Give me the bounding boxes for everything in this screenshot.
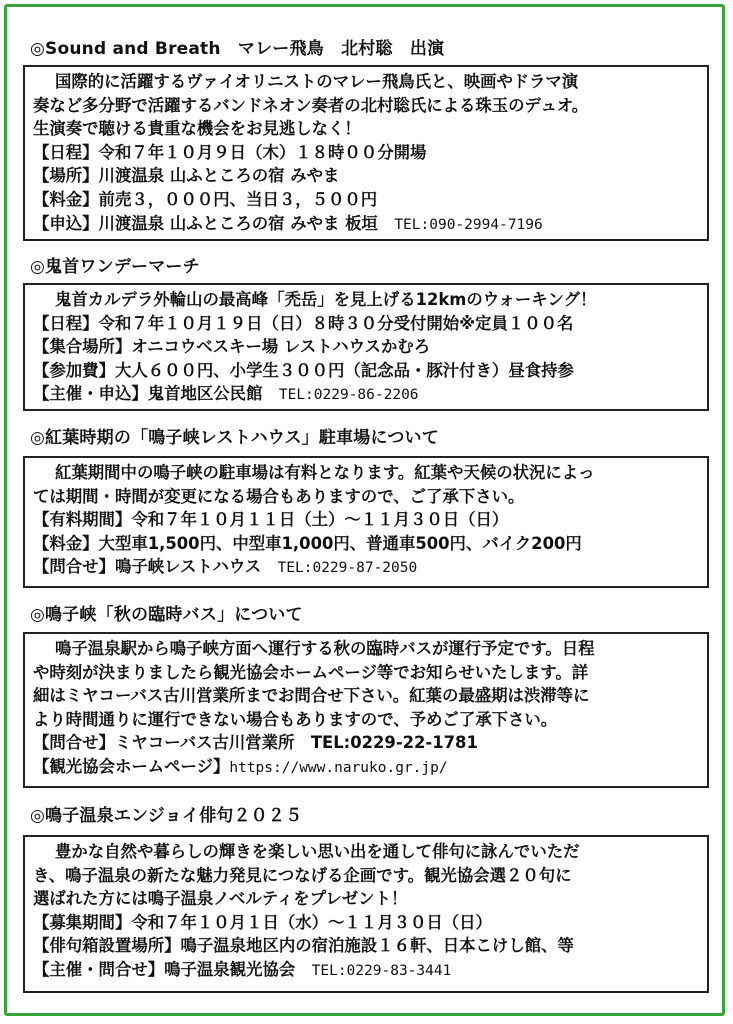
section-1-line-2: 奏など多分野で活躍するバンドネオン奏者の北村聡氏による珠玉のデュオ。 <box>33 95 589 115</box>
section-2-heading: ◎鬼首ワンデーマーチ <box>30 257 200 277</box>
section-1-contact <box>33 212 699 238</box>
section-2-line-2: 【日程】令和７年１０月１９日（日）８時３０分受付開始※定員１００名 <box>33 313 574 333</box>
section-2-line-1: 鬼首カルデラ外輪山の最高峰「禿岳」を見上げる12kmのウォーキング！ <box>55 290 597 309</box>
section-5-contact-label: 【主催・問合せ】鳴子温泉観光協会 <box>33 959 312 979</box>
section-1-box <box>23 65 709 241</box>
section-3-tel: TEL:0229-87-2050 <box>277 560 418 577</box>
section-5-heading: ◎鳴子温泉エンジョイ俳句２０２５ <box>30 806 303 826</box>
section-5-box <box>23 835 709 993</box>
section-5-line-5: 【俳句箱設置場所】鳴子温泉地区内の宿泊施設１６軒、日本こけし館、等 <box>33 936 574 956</box>
section-4-homepage <box>33 755 699 781</box>
section-3-line-3: 【有料期間】令和７年１０月１１日（土）～１１月３０日（日） <box>33 510 509 530</box>
section-1-contact-label: 【申込】川渡温泉 山ふところの宿 みやま 板垣 <box>33 213 395 233</box>
section-5-contact <box>33 958 699 984</box>
section-2-box <box>23 283 709 411</box>
section-5-line-3: 選ばれた方には鳴子温泉ノベルティをプレゼント！ <box>33 889 408 909</box>
section-3-box <box>23 456 709 588</box>
section-1-line-1: 国際的に活躍するヴァイオリニストのマレー飛鳥氏と、映画やドラマ演 <box>55 72 579 91</box>
section-2-line-3: 【集合場所】オニコウベスキー場 レストハウスかむろ <box>33 337 431 357</box>
section-4-line-1: 鳴子温泉駅から鳴子峡方面へ運行する秋の臨時バスが運行予定です。日程 <box>55 639 595 658</box>
section-4-homepage-label: 【観光協会ホームページ】 <box>33 756 230 776</box>
section-2-line-4: 【参加費】大人６００円、小学生３００円（記念品・豚汁付き）昼食持参 <box>33 360 574 380</box>
section-1-tel: TEL:090-2994-7196 <box>394 216 543 233</box>
section-4-heading: ◎鳴子峡「秋の臨時バス」について <box>30 605 303 625</box>
section-1-line-4: 【日程】令和７年１０月９日（木）１８時００分開場 <box>33 142 427 162</box>
section-3-contact-label: 【問合せ】鳴子峡レストハウス <box>33 557 278 577</box>
section-3-line-1: 紅葉期間中の鳴子峡の駐車場は有料となります。紅葉や天候の状況によっ <box>55 463 595 482</box>
section-2-contact <box>33 382 699 408</box>
section-1-line-6: 【料金】前売３，０００円、当日３，５００円 <box>33 189 378 209</box>
section-4-line-3: 細はミヤコーバス古川営業所までお問合せ下さい。紅葉の最盛期は渋滞等に <box>33 686 590 706</box>
section-3-line-4: 【料金】大型車1,500円、中型車1,000円、普通車500円、バイク200円 <box>33 533 582 553</box>
section-2-tel: TEL:0229-86-2206 <box>278 387 419 404</box>
section-4-box <box>23 632 709 788</box>
section-5-line-1: 豊かな自然や暮らしの輝きを楽しい思い出を通して俳句に詠んでいただ <box>55 842 580 861</box>
section-5-line-2: き、鳴子温泉の新たな魅力発見につなげる企画です。観光協会選２０句に <box>33 865 572 885</box>
section-4-line-4: より時間通りに運行できない場合もありますので、予めご了承下さい。 <box>33 709 558 729</box>
section-5-line-4: 【募集期間】令和７年１０月１日（水）～１１月３０日（日） <box>33 912 492 932</box>
section-3-line-2: ては期間・時間が変更になる場合もありますので、ご了承下さい。 <box>33 486 525 506</box>
section-1-heading: ◎Sound and Breath マレー飛鳥 北村聡 出演 <box>30 39 445 59</box>
homepage-link[interactable]: https://www.naruko.gr.jp/ <box>229 759 448 776</box>
section-3-heading: ◎紅葉時期の「鳴子峡レストハウス」駐車場について <box>30 428 439 448</box>
section-1-line-5: 【場所】川渡温泉 山ふところの宿 みやま <box>33 166 340 186</box>
section-2-contact-label: 【主催・申込】鬼首地区公民館 <box>33 384 279 404</box>
section-4-line-5: 【問合せ】ミヤコーバス古川営業所 TEL:0229-22-1781 <box>33 733 478 753</box>
section-3-contact <box>33 555 699 581</box>
section-5-tel: TEL:0229-83-3441 <box>311 962 452 979</box>
section-1-line-3: 生演奏で聴ける貴重な機会をお見逃しなく！ <box>33 119 361 139</box>
section-4-line-2: や時刻が決まりましたら観光協会ホームページ等でお知らせいたします。詳 <box>33 662 589 682</box>
